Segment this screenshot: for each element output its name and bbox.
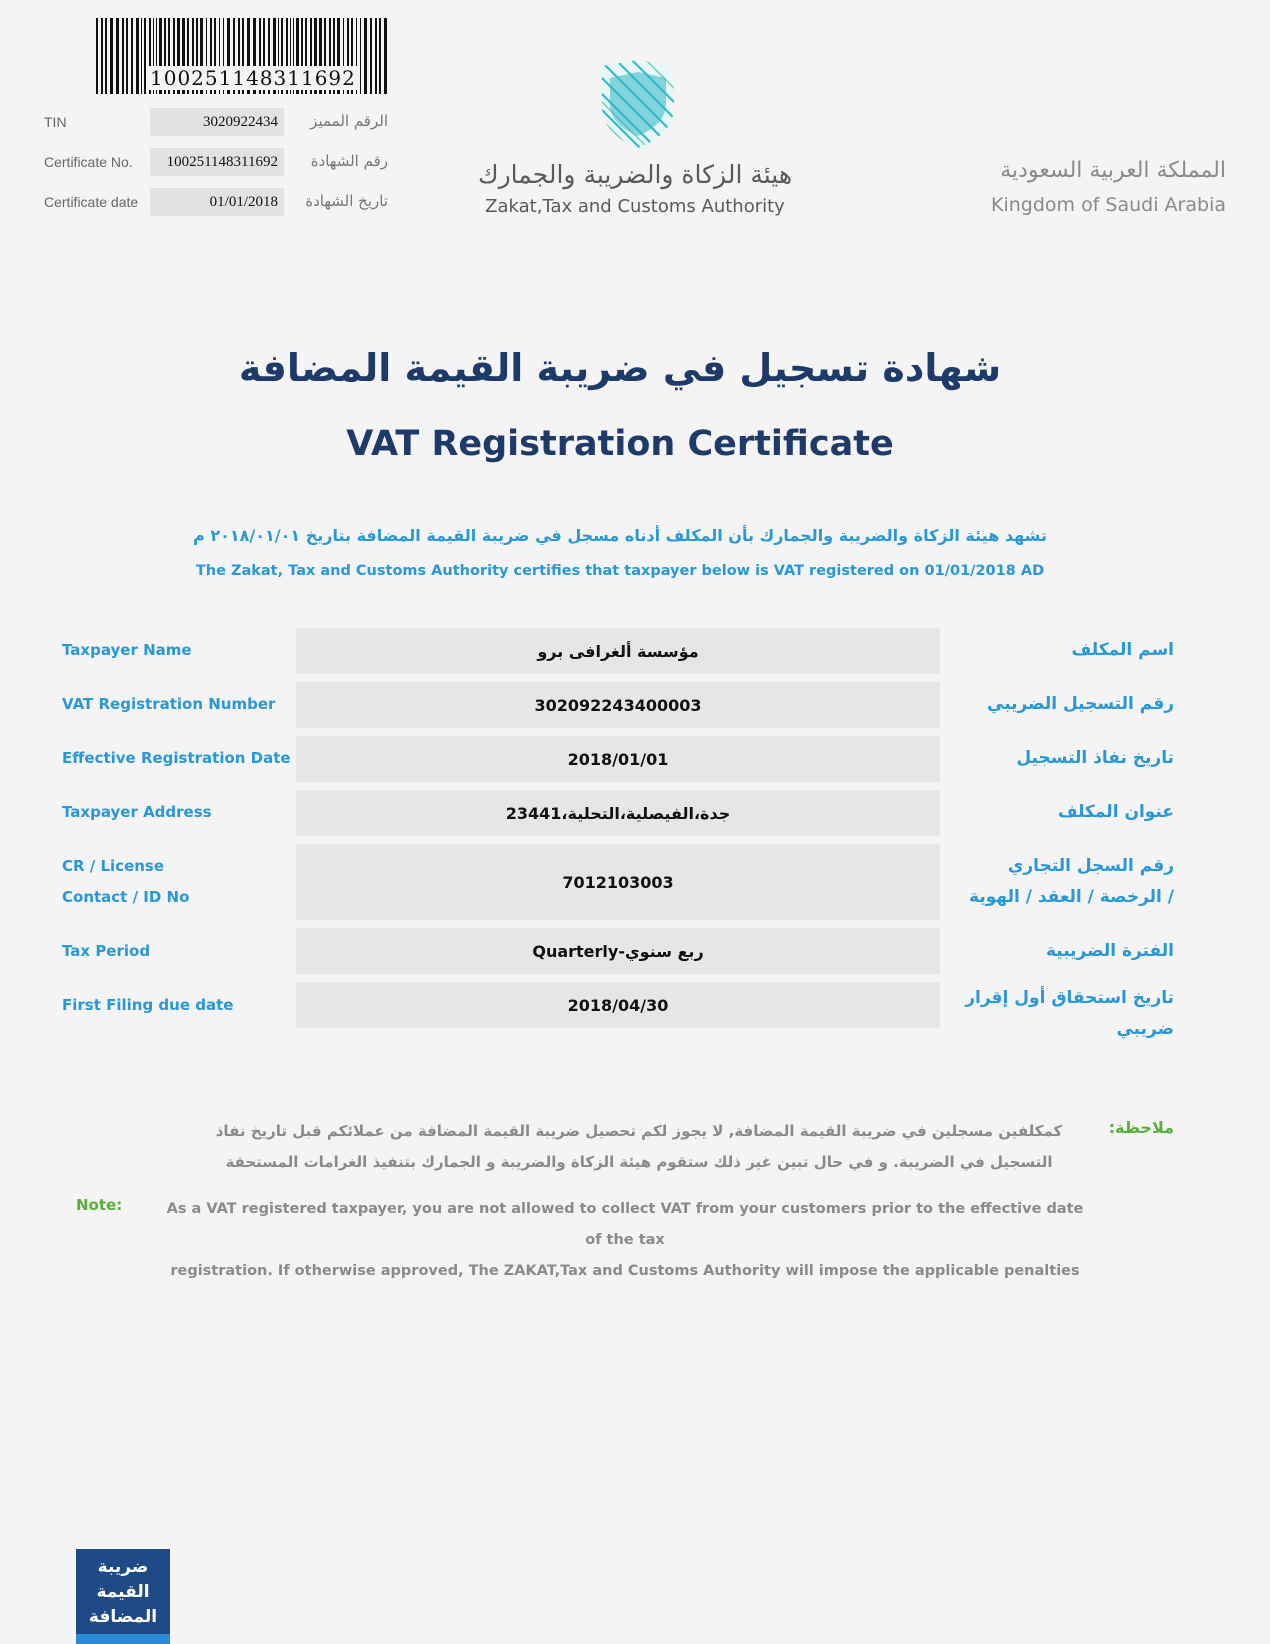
- barcode-bar: [136, 18, 139, 94]
- certify-statement-en: The Zakat, Tax and Customs Authority certifies that taxpayer below is VAT registered on 01/01/2018 AD: [195, 563, 1045, 579]
- tax-period-value: ربع سنوي-Quarterly: [296, 928, 940, 974]
- barcode-bar: [379, 18, 381, 94]
- cr-license-value: 7012103003: [296, 844, 940, 920]
- tax-period-label-ar: الفترة الضريبية: [1045, 941, 1174, 961]
- barcode-bar: [360, 18, 361, 94]
- contact-id-label: Contact / ID No: [62, 888, 190, 906]
- vat-number-label: VAT Registration Number: [62, 695, 276, 713]
- note-text-ar: [196, 1116, 1082, 1178]
- effective-date-value: 2018/01/01: [296, 736, 940, 782]
- taxpayer-name-label-ar: اسم المكلف: [1071, 640, 1174, 660]
- barcode-bar: [101, 18, 103, 94]
- tax-period-label: Tax Period: [62, 942, 151, 960]
- certify-statement-ar: تشهد هيئة الزكاة والضريبة والجمارك بأن المكلف أدناه مسجل في ضريبة القيمة المضافة بتاريخ ٢٠١٨/٠١/٠١ م: [193, 526, 1047, 545]
- first-filing-label-ar-2: ضريبي: [1116, 1019, 1174, 1039]
- barcode-bar: [364, 18, 367, 94]
- note-text-en-line-1: As a VAT registered taxpayer, you are not allowed to collect VAT from your customers prior to the effective date of the tax: [166, 1201, 1084, 1248]
- cr-license-label: CR / License: [62, 857, 165, 875]
- note-label-ar: ملاحظة:: [1108, 1118, 1174, 1137]
- barcode-bar: [370, 18, 372, 94]
- certificate-no-value: 100251148311692: [150, 148, 284, 176]
- barcode-bar: [122, 18, 124, 94]
- authority-name-en: Zakat,Tax and Customs Authority: [485, 196, 785, 217]
- certificate-title-en: VAT Registration Certificate: [346, 424, 894, 464]
- barcode-bar: [144, 18, 146, 94]
- kingdom-name-ar: المملكة العربية السعودية: [1000, 158, 1226, 183]
- effective-date-label-ar: تاريخ نفاذ التسجيل: [1016, 748, 1174, 768]
- contact-id-label-ar: / الرخصة / العقد / الهوية: [969, 887, 1174, 907]
- note-text-en: [160, 1194, 1090, 1287]
- barcode-bar: [96, 18, 98, 94]
- barcode-bar: [141, 18, 142, 94]
- vat-logo-icon: [76, 1549, 170, 1644]
- first-filing-label: First Filing due date: [62, 996, 234, 1014]
- effective-date-label: Effective Registration Date: [62, 749, 291, 767]
- certificate-date-value: 01/01/2018: [150, 188, 284, 216]
- vat-number-label-ar: رقم التسجيل الضريبي: [987, 694, 1174, 714]
- kingdom-name-en: Kingdom of Saudi Arabia: [991, 194, 1226, 216]
- vat-logo-strip: [76, 1634, 170, 1644]
- taxpayer-name-value: مؤسسة ألغرافى برو: [296, 628, 940, 674]
- note-text-ar-line-1: كمكلفين مسجلين في ضريبة القيمة المضافة, لا يجوز لكم تحصيل ضريبة القيمة المضافة من عملائكم قبل تاريخ نفاذ: [215, 1122, 1063, 1140]
- note-label-en: Note:: [76, 1196, 123, 1214]
- tin-value: 3020922434: [150, 108, 284, 136]
- cr-license-label-ar: رقم السجل التجاري: [1007, 856, 1174, 876]
- note-text-ar-line-2: التسجيل في الضريبة. و في حال تبين غير ذلك ستقوم هيئة الزكاة والضريبة و الجمارك بتنفيذ الغرامات المستحقة: [225, 1153, 1053, 1171]
- barcode-bar: [131, 18, 133, 94]
- barcode-bar: [375, 18, 377, 94]
- certificate-date-label: Certificate date: [44, 194, 139, 210]
- vat-number-value: 302092243400003: [296, 682, 940, 728]
- address-label: Taxpayer Address: [62, 803, 212, 821]
- taxpayer-name-label: Taxpayer Name: [62, 641, 192, 659]
- barcode-number: 100251148311692: [150, 66, 356, 90]
- zatca-logo-icon: [596, 58, 680, 150]
- first-filing-value: 2018/04/30: [296, 982, 940, 1028]
- note-text-en-line-2: registration. If otherwise approved, The ZAKAT,Tax and Customs Authority will impose the applicable penalties: [170, 1263, 1080, 1279]
- barcode-bar: [110, 18, 113, 94]
- authority-name-ar: هيئة الزكاة والضريبة والجمارك: [477, 160, 793, 189]
- address-value: جدة،الفيصلية،التحلية،23441: [296, 790, 940, 836]
- tin-label: TIN: [44, 114, 67, 130]
- barcode-bar: [105, 18, 107, 94]
- certificate-title-ar: شهادة تسجيل في ضريبة القيمة المضافة: [238, 346, 1002, 390]
- barcode-bar: [384, 18, 387, 94]
- certificate-no-label-ar: رقم الشهادة: [310, 152, 388, 170]
- vat-logo-text: ضريبة القيمة المضافة: [88, 1557, 158, 1627]
- barcode-bar: [116, 18, 119, 94]
- barcode-bar: [126, 18, 128, 94]
- first-filing-label-ar: تاريخ استحقاق أول إقرار: [965, 988, 1174, 1008]
- certificate-no-label: Certificate No.: [44, 154, 133, 170]
- certificate-date-label-ar: تاريخ الشهادة: [305, 192, 388, 210]
- tin-label-ar: الرقم المميز: [310, 112, 388, 130]
- address-label-ar: عنوان المكلف: [1057, 802, 1174, 822]
